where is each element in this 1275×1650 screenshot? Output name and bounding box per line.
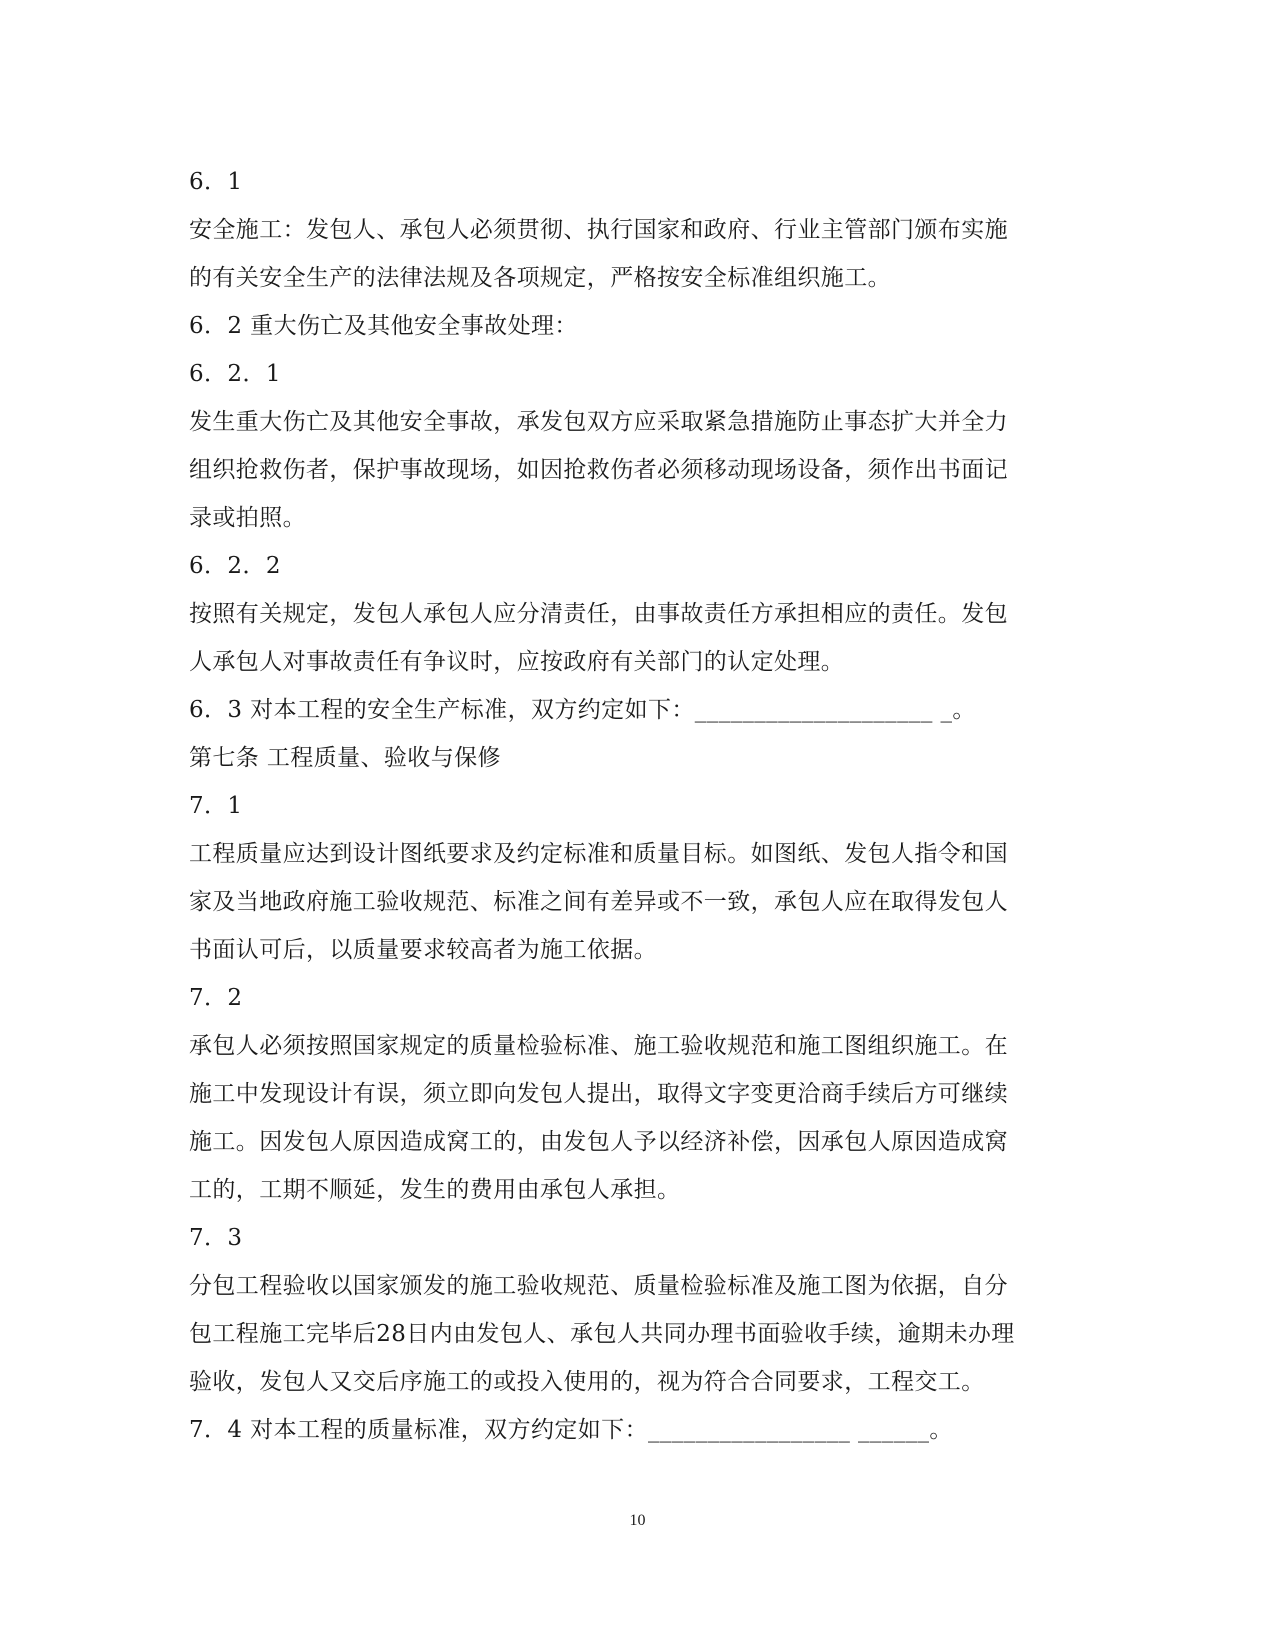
clause-6-2-2-text-line: 人承包人对事故责任有争议时，应按政府有关部门的认定处理。 xyxy=(189,649,845,675)
clause-7-2-text-line: 工的，工期不顺延，发生的费用由承包人承担。 xyxy=(189,1177,681,1203)
clause-6-1-text-line: 的有关安全生产的法律法规及各项规定，严格按安全标准组织施工。 xyxy=(189,265,891,291)
clause-7-3-text-line: 验收，发包人又交后序施工的或投入使用的，视为符合合同要求，工程交工。 xyxy=(189,1369,985,1395)
clause-7-3-text-line: 分包工程验收以国家颁发的施工验收规范、质量检验标准及施工图为依据，自分 xyxy=(189,1273,1008,1299)
clause-7-2-heading: 7．2 xyxy=(189,985,243,1011)
clause-7-1-text-line: 家及当地政府施工验收规范、标准之间有差异或不一致，承包人应在取得发包人 xyxy=(189,889,1008,915)
clause-6-1-text-line: 安全施工：发包人、承包人必须贯彻、执行国家和政府、行业主管部门颁布实施 xyxy=(189,217,1008,243)
clause-7-3-heading: 7．3 xyxy=(189,1225,243,1251)
clause-6-1-heading: 6．1 xyxy=(189,169,243,195)
clause-6-2-1-text-line: 组织抢救伤者，保护事故现场，如因抢救伤者必须移动现场设备，须作出书面记 xyxy=(189,457,1008,483)
clause-6-2-2-heading: 6．2．2 xyxy=(189,553,281,579)
clause-6-3-text: 6．3 对本工程的安全生产标准，双方约定如下：____________________ _。 xyxy=(189,697,976,723)
clause-6-2-2-text-line: 按照有关规定，发包人承包人应分清责任，由事故责任方承担相应的责任。发包 xyxy=(189,601,1008,627)
clause-7-1-text-line: 书面认可后，以质量要求较高者为施工依据。 xyxy=(189,937,657,963)
clause-6-2-1-text-line: 录或拍照。 xyxy=(189,505,306,531)
clause-6-2-1-text-line: 发生重大伤亡及其他安全事故，承发包双方应采取紧急措施防止事态扩大并全力 xyxy=(189,409,1008,435)
clause-7-1-heading: 7．1 xyxy=(189,793,243,819)
clause-7-4-text: 7．4 对本工程的质量标准，双方约定如下：_________________ ______。 xyxy=(189,1417,953,1443)
clause-7-2-text-line: 施工中发现设计有误，须立即向发包人提出，取得文字变更洽商手续后方可继续 xyxy=(189,1081,1008,1107)
clause-7-2-text-line: 承包人必须按照国家规定的质量检验标准、施工验收规范和施工图组织施工。在 xyxy=(189,1033,1008,1059)
clause-6-2-1-heading: 6．2．1 xyxy=(189,361,281,387)
document-body xyxy=(189,158,1069,1454)
clause-6-2-heading: 6．2 重大伤亡及其他安全事故处理： xyxy=(189,313,578,339)
clause-7-2-text-line: 施工。因发包人原因造成窝工的，由发包人予以经济补偿，因承包人原因造成窝 xyxy=(189,1129,1008,1155)
article-7-heading: 第七条 工程质量、验收与保修 xyxy=(189,745,501,771)
page-number: 10 xyxy=(629,1512,646,1529)
clause-7-1-text-line: 工程质量应达到设计图纸要求及约定标准和质量目标。如图纸、发包人指令和国 xyxy=(189,841,1008,867)
clause-7-3-text-line: 包工程施工完毕后28日内由发包人、承包人共同办理书面验收手续，逾期未办理 xyxy=(189,1321,1015,1347)
